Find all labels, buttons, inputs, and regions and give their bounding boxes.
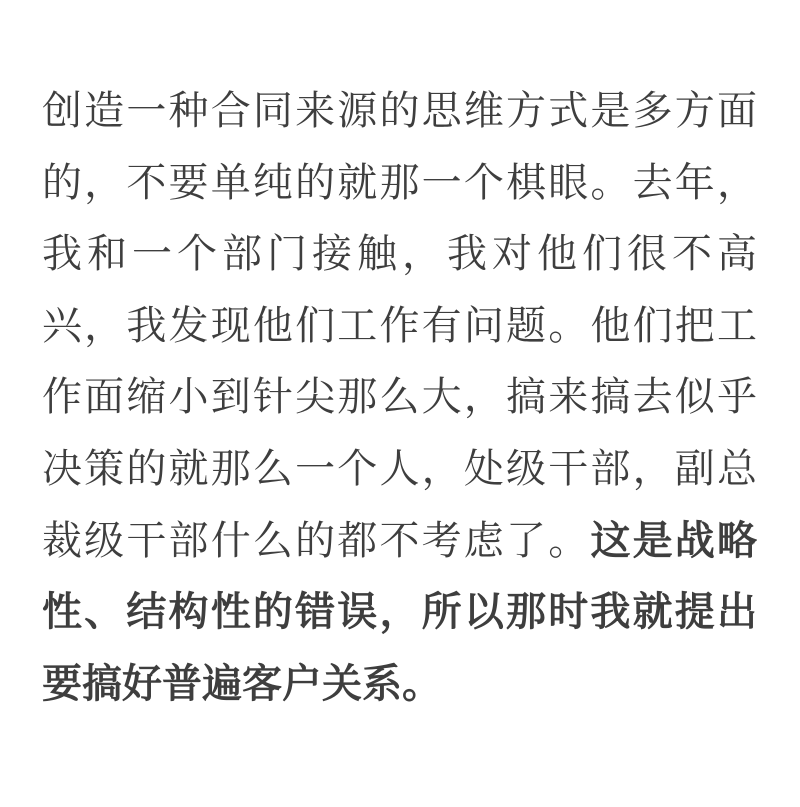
text-line [42, 362, 757, 434]
text-line [42, 649, 757, 721]
text-line [42, 76, 757, 148]
text-run-normal: 作面缩小到针尖那么大，搞来搞去似乎 [42, 375, 757, 420]
text-run-bold: 性、结构性的错误，所以那时我就提出 [42, 590, 757, 635]
text-line [42, 506, 757, 578]
text-line [42, 577, 757, 649]
paragraph [42, 76, 757, 720]
text-run-normal: 我和一个部门接触，我对他们很不高 [42, 232, 757, 277]
text-line [42, 434, 757, 506]
text-run-normal: 创造一种合同来源的思维方式是多方面 [42, 89, 757, 133]
text-line [42, 291, 757, 363]
text-line [42, 219, 757, 291]
text-run-normal: 的，不要单纯的就那一个棋眼。去年， [42, 160, 757, 205]
text-run-normal: 兴，我发现他们工作有问题。他们把工 [42, 303, 757, 348]
text-run-bold: 要搞好普遍客户关系。 [42, 661, 442, 706]
text-run-normal: 决策的就那么一个人，处级干部，副总 [42, 446, 757, 491]
text-run-normal: 裁级干部什么的都不考虑了。 [42, 518, 591, 563]
text-line [42, 148, 757, 220]
text-run-bold: 这是战略 [590, 518, 757, 563]
